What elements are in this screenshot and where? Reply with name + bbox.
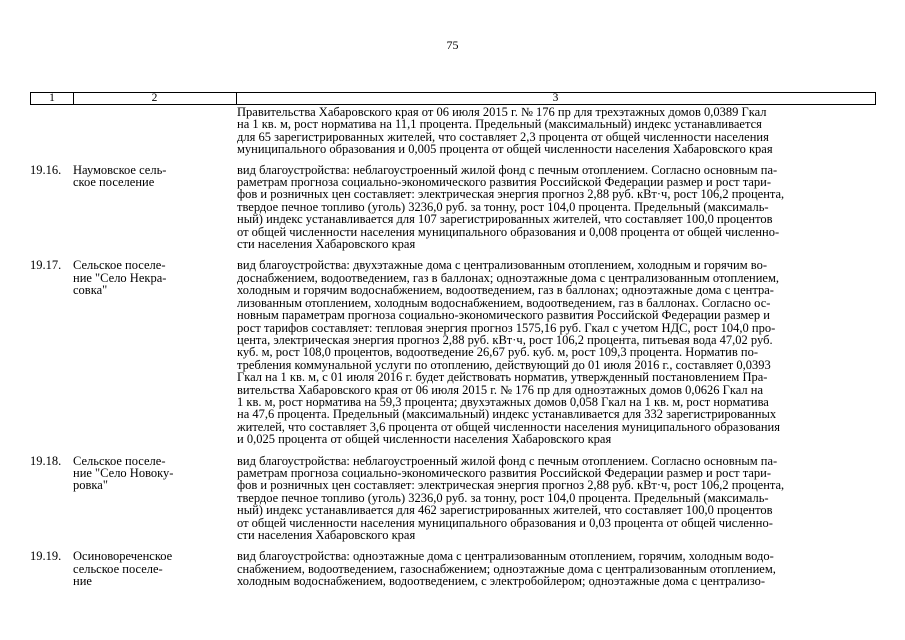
row-number: 19.18. [30,453,62,468]
page-number: 75 [446,38,459,52]
table-row [30,164,876,251]
header-col-1: 1 [31,93,74,104]
header-col-3: 3 [552,92,559,104]
settlement-name: Осиновореченское сельское поселе- ние [73,549,173,589]
header-col-2: 2 [73,93,237,104]
row-description: Правительства Хабаровского края от 06 июля 2015 г. № 176 пр для трехэтажных домов 0,0389 Гкал на 1 кв. м, рост норматива на 11,1 процента. Предельный (максимальный) индекс устанавливается для 65 зарегистрированных жителей, что составляет 2,3 процента от общей численности населения муниципального образования и 0,005 процента от общей численности населения Хабаровского края [237,105,773,157]
table-row [30,455,876,542]
table-row [30,550,876,587]
settlement-name: Сельское поселе- ние "Село Новоку- ровка" [73,453,174,493]
row-description: вид благоустройства: неблагоустроенный жилой фонд с печным отоплением. Согласно основным па- раметрам прогноза социально-экономического развития Российской Федерации размер и рост тари- фов и розничных цен составляет: электрическая энергия прогноз 2,88 руб. кВт·ч, рост 106,2 процента, твердое печное топливо (уголь) 3236,0 руб. за тонну, рост 104,0 процента. Предельный (максималь- ный) индекс устанавливается для 462 зарегистрированных жителей, что составляет 100,0 процентов от общей численности населения муниципального образования и 0,03 процента от общей численно- сти населения Хабаровского края [237,453,785,542]
settlement-name: Наумовское сель- ское поселение [73,162,167,190]
row-number: 19.19. [30,549,62,564]
table-row [30,106,876,156]
row-number: 19.17. [30,258,62,273]
settlement-name: Сельское поселе- ние "Село Некра- совка" [73,258,167,298]
row-description: вид благоустройства: одноэтажные дома с централизованным отоплением, горячим, холодным водо- снабжением, водоотведением, газоснабжением; одноэтажные дома с централизованным отоплением, холодным водоснабжением, водоотведением, с электробойлером; одноэтажные дома с централизо- [237,549,776,589]
row-description: вид благоустройства: неблагоустроенный жилой фонд с печным отоплением. Согласно основным па- раметрам прогноза социально-экономического развития Российской Федерации размер и рост тари- фов и розничных цен составляет: электрическая энергия прогноз 2,88 руб. кВт·ч, рост 106,2 процента, твердое печное топливо (уголь) 3236,0 руб. за тонну, рост 104,0 процента. Предельный (максималь- ный) индекс устанавливается для 107 зарегистрированных жителей, что составляет 100,0 процентов от общей численности населения муниципального образования и 0,008 процента от общей численно- сти населения Хабаровского края [237,162,785,252]
table-body [30,106,876,597]
table-row [30,259,876,445]
row-number: 19.16. [30,162,62,177]
row-description: вид благоустройства: двухэтажные дома с централизованным отоплением, холодным и горячим во- доснабжением, водоотведением, газ в баллонах; одноэтажные дома с централизованным отоплением, холодным и горячим водоснабжением, водоотведением, газ в баллонах; одноэтажные дома с центра- лизованным отоплением, холодным водоснабжением, водоотведением, газ в баллонах. Согласно ос- новным параметрам прогноза социально-экономического развития Российской Федерации размер и рост тарифов составляет: тепловая энергия прогноз 1575,16 руб. Гкал с учетом НДС, рост 104,0 про- цента, электрическая энергия прогноз 2,88 руб. кВт·ч, рост 106,2 процента, питьевая вода 47,02 руб. куб. м, рост 108,0 процентов, водоотведение 26,67 руб. куб. м, рост 109,3 процента. Норматив по- требления коммунальной услуги по отоплению, действующий до 01 июля 2016 г., составляет 0,0393 Гкал на 1 кв. м, с 01 июля 2016 г. будет действовать норматив, утвержденный постановлением Пра- вительства Хабаровского края от 06 июля 2015 г. № 176 пр для одноэтажных домов 0,0626 Гкал на 1 кв. м, рост норматива на 59,3 процента; двухэтажных домов 0,058 Гкал на 1 кв. м, рост норматива на 47,6 процента. Предельный (максимальный) индекс устанавливается для 332 зарегистрированных жителей, что составляет 3,6 процента от общей численности населения муниципального образования и 0,025 процента от общей численности населения Хабаровского края [237,258,780,447]
table-header-row [30,92,876,105]
